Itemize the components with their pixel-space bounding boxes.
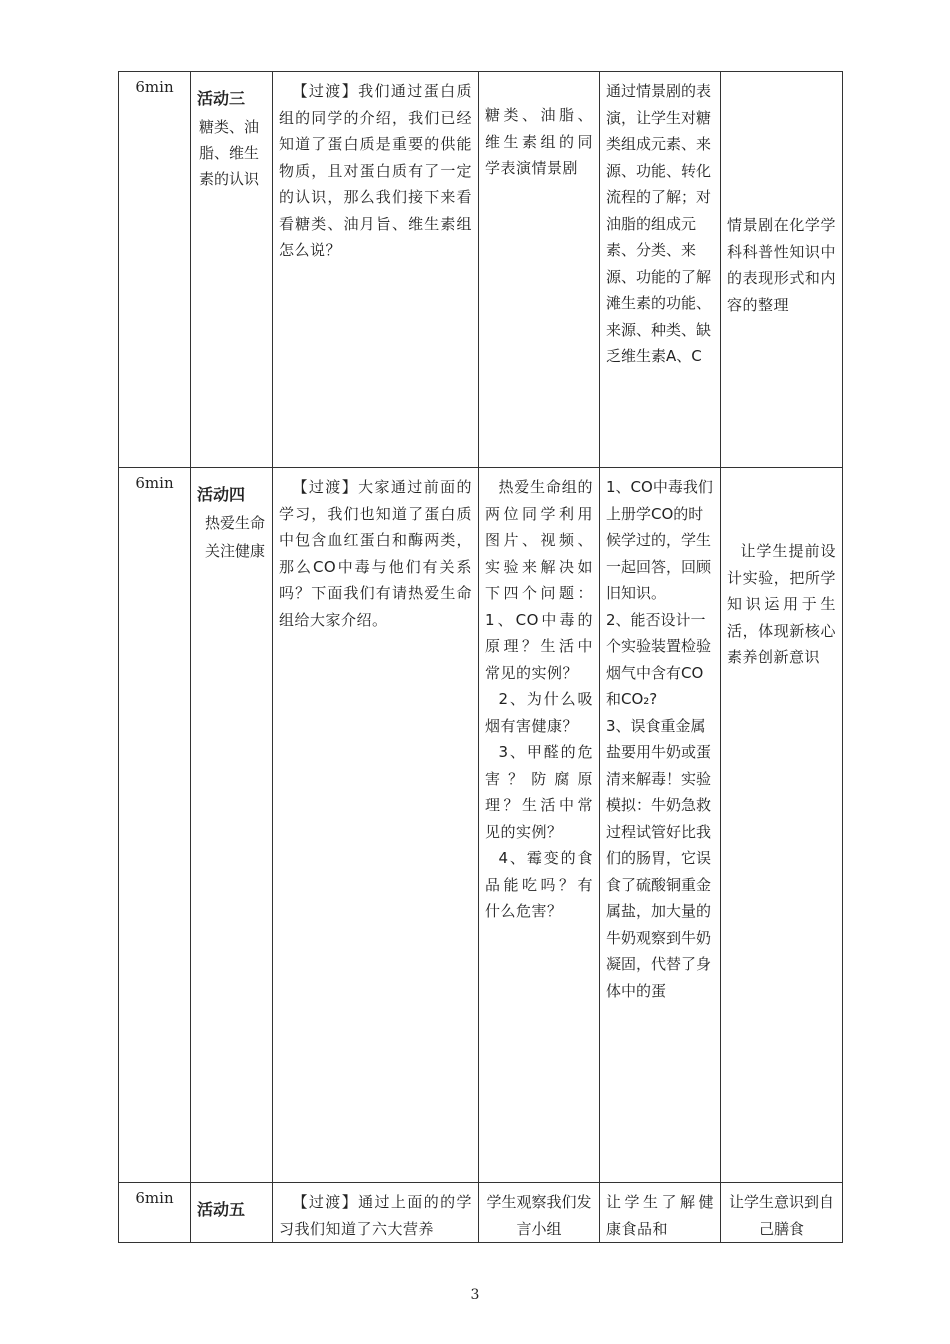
student-question: 2、为什么吸烟有害健康？ <box>485 690 593 735</box>
notes-cell: 让学生意识到自己膳食 <box>721 1183 843 1243</box>
activity-subtitle: 热爱生命 <box>205 514 266 532</box>
intent-item: 2、能否设计一个实验装置检验烟气中含有CO和CO₂? <box>606 610 712 708</box>
student-intro: 热爱生命组的两位同学利用图片、视频、实验来解决如下四个问题：1、CO中毒的原理？生活中常见的实例？ <box>485 478 593 682</box>
activity-subtitle: 关注健康 <box>205 542 266 560</box>
table-row <box>119 468 843 1183</box>
activity-cell <box>191 72 273 468</box>
lesson-plan-table <box>118 71 843 1243</box>
time-cell: 6min <box>119 1183 191 1243</box>
time-cell: 6min <box>119 72 191 468</box>
activity-cell <box>191 1183 273 1243</box>
table-row <box>119 1183 843 1243</box>
teacher-activity-cell: 【过渡】通过上面的的学习我们知道了六大营养 <box>273 1183 479 1243</box>
design-intent-cell: 通过情景剧的表演，让学生对糖类组成元素、来源、功能、转化流程的了解；对油脂的组成元素、分类、来源、功能的了解滩生素的功能、来源、种类、缺乏维生素A、C <box>600 72 721 468</box>
page-number: 3 <box>470 1287 480 1303</box>
activity-title: 活动四 <box>197 485 246 504</box>
student-activity-cell: 学生观察我们发言小组 <box>479 1183 600 1243</box>
notes-cell: 情景剧在化学学科科普性知识中的表现形式和内容的整理 <box>721 72 843 468</box>
design-intent-cell <box>600 468 721 1183</box>
teacher-activity-cell: 【过渡】大家通过前面的学习，我们也知道了蛋白质中包含血红蛋白和酶两类，那么CO中毒与他们有关系吗？下面我们有请热爱生命组给大家介绍。 <box>273 468 479 1183</box>
intent-item: 3、误食重金属盐要用牛奶或蛋清来解毒！实验模拟：牛奶急救过程试管好比我们的肠胃，它误食了硫酸铜重金属盐，加大量的牛奶观察到牛奶凝固，代替了身体中的蛋 <box>606 716 712 1000</box>
student-question: 4、霉变的食品能吃吗？有什么危害？ <box>485 849 593 920</box>
intent-item: 1、CO中毒我们上册学CO的时候学过的，学生一起回答，回顾旧知识。 <box>606 478 713 602</box>
student-activity-cell: 糖类、油脂、维生素组的同学表演情景剧 <box>479 72 600 468</box>
notes-cell: 让学生提前设计实验，把所学知识运用于生活，体现新核心素养创新意识 <box>721 468 843 1183</box>
activity-subtitle: 糖类、油脂、维生素的认识 <box>199 118 260 188</box>
activity-title: 活动三 <box>197 89 246 108</box>
student-question: 3、甲醛的危害？防腐原理？生活中常见的实例？ <box>485 743 593 841</box>
teacher-activity-cell: 【过渡】我们通过蛋白质组的同学的介绍，我们已经知道了蛋白质是重要的供能物质，且对蛋白质有了一定的认识，那么我们接下来看看糖类、油月旨、维生素组怎么说？ <box>273 72 479 468</box>
activity-title: 活动五 <box>197 1200 246 1219</box>
student-activity-cell <box>479 468 600 1183</box>
activity-cell <box>191 468 273 1183</box>
table-row <box>119 72 843 468</box>
design-intent-cell: 让学生了解健康食品和 <box>600 1183 721 1243</box>
time-cell: 6min <box>119 468 191 1183</box>
